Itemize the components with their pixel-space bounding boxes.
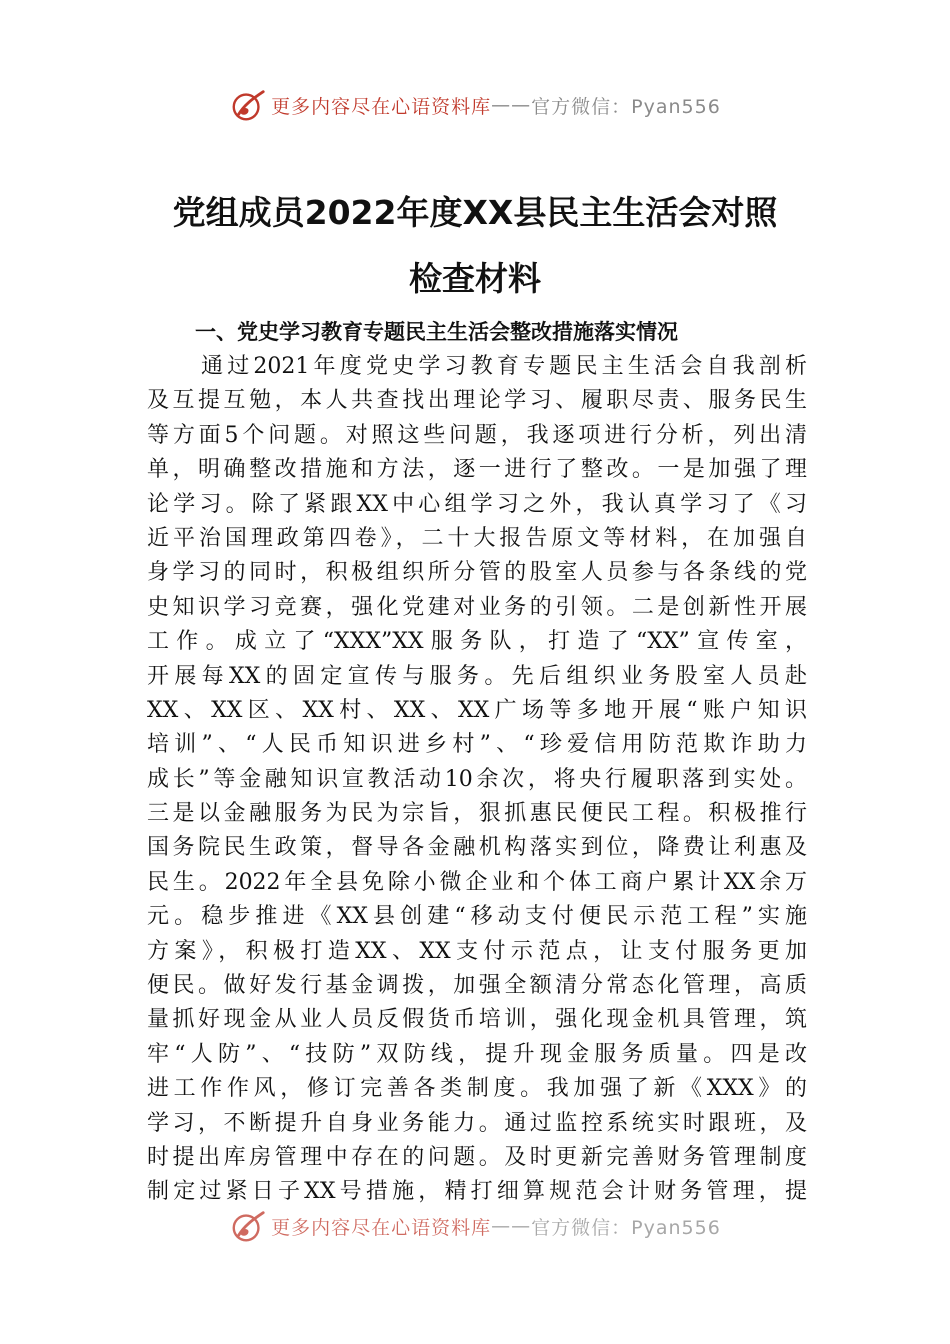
header-watermark xyxy=(0,85,950,125)
watermark-wechat: 官方微信：Pyan556 xyxy=(531,1216,721,1239)
text-line: 牢“人防”、“技防”双防线，提升现金服务质量。四是改 xyxy=(147,1041,807,1067)
text-line: 国务院民生政策，督导各金融机构落实到位，降费让利惠及 xyxy=(147,835,807,861)
text-line: 史知识学习竞赛，强化党建对业务的引领。二是创新性开展 xyxy=(147,594,807,620)
text-line: 近平治国理政第四卷》，二十大报告原文等材料，在加强自 xyxy=(147,525,807,551)
text-line: 元。稳步推进《XX县创建“移动支付便民示范工程”实施 xyxy=(147,904,807,930)
text-line: 等方面5个问题。对照这些问题，我逐项进行分析，列出清 xyxy=(147,422,807,448)
text-line: 学习，不断提升自身业务能力。通过监控系统实时跟班，及 xyxy=(147,1110,807,1136)
text-line: 单，明确整改措施和方法，逐一进行了整改。一是加强了理 xyxy=(147,457,807,483)
watermark-text: 更多内容尽在心语资料库 xyxy=(271,1216,492,1239)
text-line: 民生。2022年全县免除小微企业和个体工商户累计XX余万 xyxy=(147,869,807,895)
watermark-wechat: 官方微信：Pyan556 xyxy=(531,95,721,118)
brush-logo-icon xyxy=(229,1207,267,1245)
brush-logo-icon xyxy=(229,86,267,124)
text-line: 开展每XX的固定宣传与服务。先后组织业务股室人员赴 xyxy=(147,663,807,689)
title-line-1: 党组成员2022年度XX县民主生活会对照 xyxy=(172,193,778,232)
body-paragraph xyxy=(147,350,807,1210)
watermark-dash: —— xyxy=(491,1215,532,1237)
text-line: XX、XX区、XX村、XX、XX广场等多地开展“账户知识 xyxy=(147,697,807,723)
title-line-2: 检查材料 xyxy=(409,259,541,298)
text-line: 进工作作风，修订完善各类制度。我加强了新《XXX》的 xyxy=(147,1076,807,1102)
text-line: 成长”等金融知识宣教活动10余次，将央行履职落到实处。 xyxy=(147,766,807,792)
text-line: 及互提互勉，本人共查找出理论学习、履职尽责、服务民生 xyxy=(147,388,807,414)
text-line: 论学习。除了紧跟XX中心组学习之外，我认真学习了《习 xyxy=(147,491,807,517)
text-line: 制定过紧日子XX号措施，精打细算规范会计财务管理，提 xyxy=(147,1179,807,1205)
watermark-text: 更多内容尽在心语资料库 xyxy=(271,95,492,118)
text-line: 通过2021年度党史学习教育专题民主生活会自我剖析 xyxy=(201,354,807,379)
footer-watermark xyxy=(0,1206,950,1246)
text-line: 三是以金融服务为民为宗旨，狠抓惠民便民工程。积极推行 xyxy=(147,801,807,827)
text-line: 时提出库房管理中存在的问题。及时更新完善财务管理制度 xyxy=(147,1144,807,1170)
text-line: 工作。成立了“XXX”XX服务队，打造了“XX”宣传室， xyxy=(147,629,807,655)
watermark-dash: —— xyxy=(491,94,532,116)
text-line: 培训”、“人民币知识进乡村”、“珍爱信用防范欺诈助力 xyxy=(147,732,807,758)
text-line: 身学习的同时，积极组织所分管的股室人员参与各条线的党 xyxy=(147,560,807,586)
text-line: 量抓好现金从业人员反假货币培训，强化现金机具管理，筑 xyxy=(147,1007,807,1033)
section-heading: 一、党史学习教育专题民主生活会整改措施落实情况 xyxy=(195,320,678,344)
document-title xyxy=(100,180,850,312)
text-line: 方案》，积极打造XX、XX支付示范点，让支付服务更加 xyxy=(147,938,807,964)
text-line: 便民。做好发行基金调拨，加强全额清分常态化管理，高质 xyxy=(147,973,807,999)
